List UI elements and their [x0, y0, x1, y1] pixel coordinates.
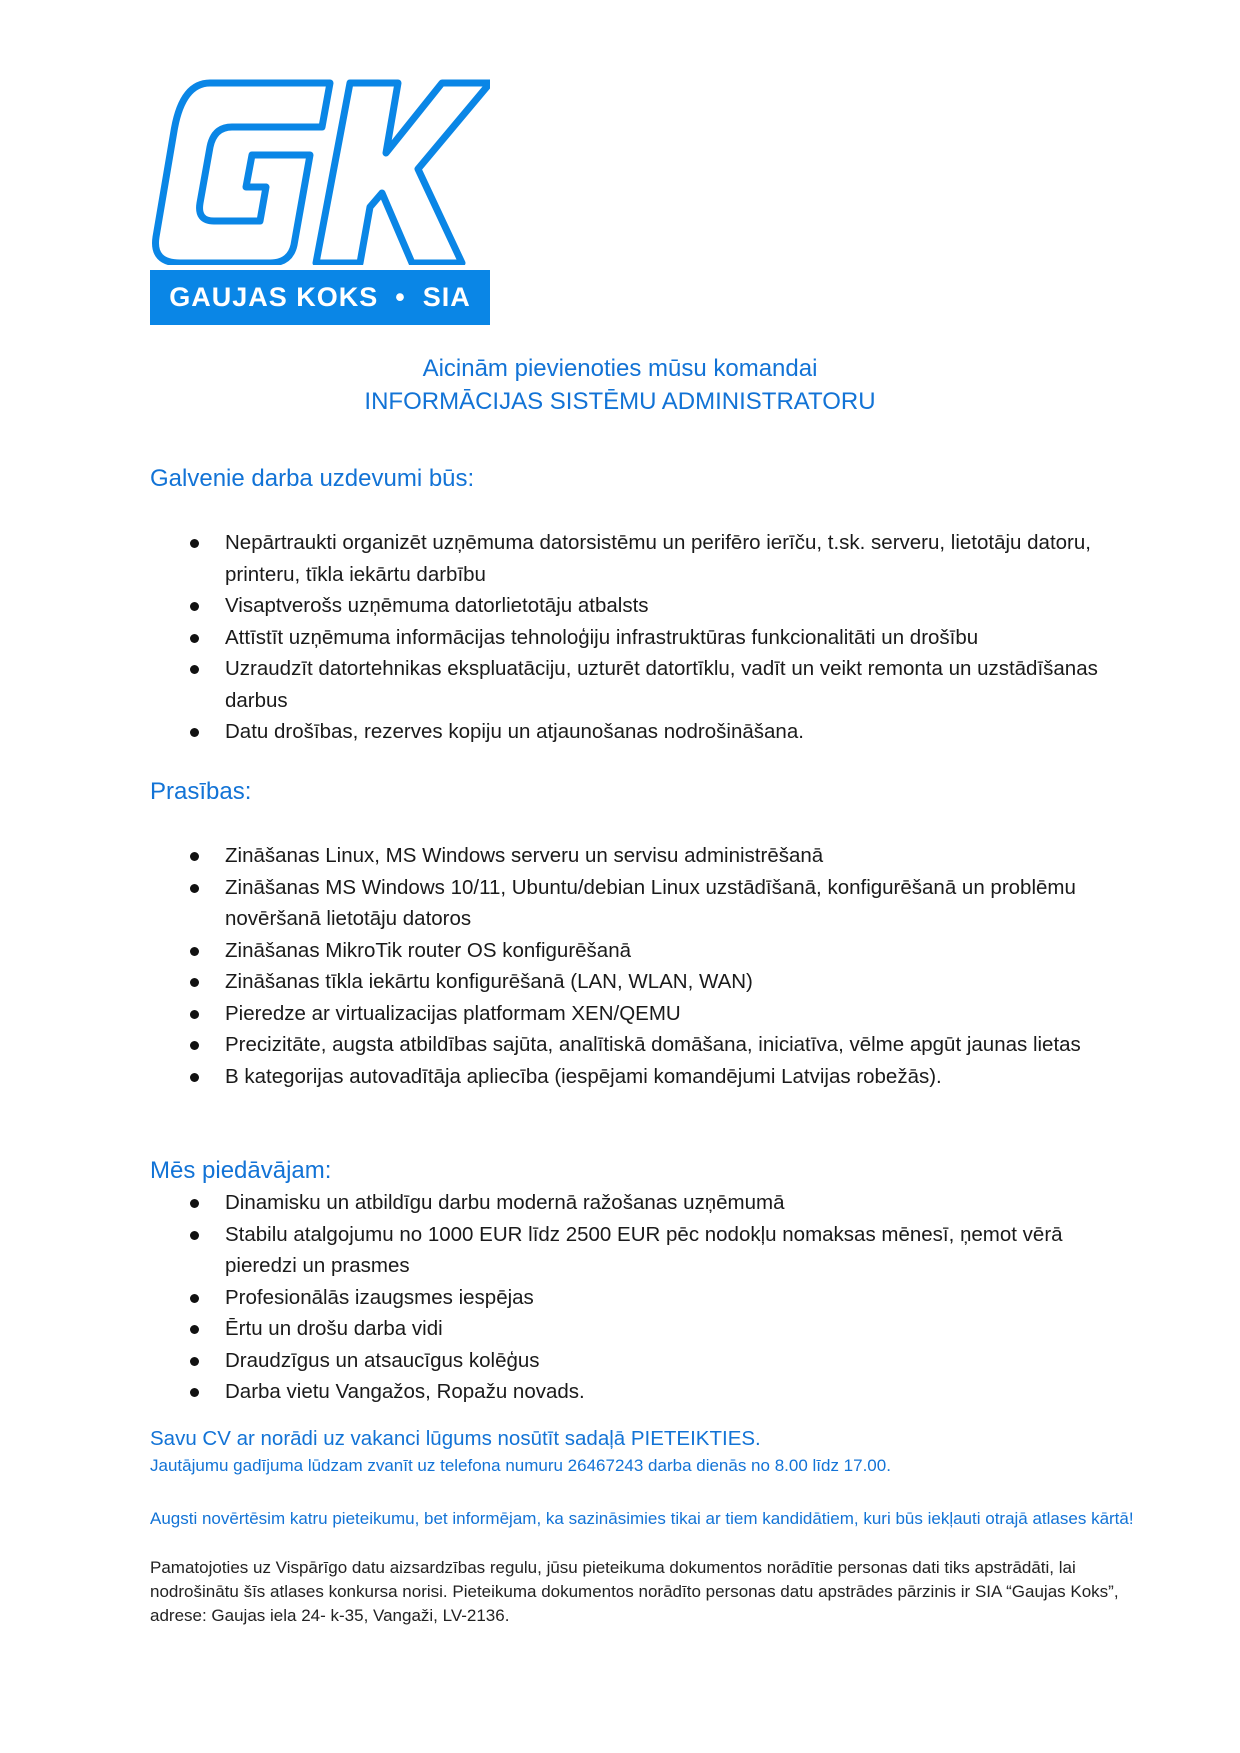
- list-item: Zināšanas MS Windows 10/11, Ubuntu/debian Linux uzstādīšanā, konfigurēšanā un problēmu novēršanā lietotāju datoros: [150, 872, 1140, 935]
- selection-notice: Augsti novērtēsim katru pieteikumu, bet informējam, ka sazināsimies tikai ar tiem kandidātiem, kuri būs iekļauti otrajā atlases kārtā!: [150, 1509, 1134, 1528]
- headline-invite: Aicinām pievienoties mūsu komandai: [422, 355, 818, 382]
- list-item: Stabilu atalgojumu no 1000 EUR līdz 2500 EUR pēc nodokļu nomaksas mēnesī, ņemot vērā pieredzi un prasmes: [150, 1219, 1140, 1282]
- bullet-icon: [190, 602, 199, 611]
- duties-list: [150, 527, 1140, 748]
- bullet-icon: [190, 1294, 199, 1303]
- list-item: Attīstīt uzņēmuma informācijas tehnoloģiju infrastruktūras funkcionalitāti un drošību: [150, 622, 1140, 654]
- bullet-icon: [190, 978, 199, 987]
- apply-call-to-action: Savu CV ar norādi uz vakanci lūgums nosūtīt sadaļā PIETEIKTIES.: [150, 1427, 761, 1450]
- list-item: Pieredze ar virtualizacijas platformam XEN/QEMU: [150, 998, 1140, 1030]
- list-item: Visaptverošs uzņēmuma datorlietotāju atbalsts: [150, 590, 1140, 622]
- offer-list: [150, 1187, 1140, 1408]
- bullet-icon: [190, 884, 199, 893]
- bullet-icon: [190, 947, 199, 956]
- gdpr-notice: Pamatojoties uz Vispārīgo datu aizsardzības regulu, jūsu pieteikuma dokumentos norādītie personas dati tiks apstrādāti, lai nodrošinātu šīs atlases konkursa norisi. Pieteikuma dokumentos norādīto personas datu apstrādes pārzinis ir SIA “Gaujas Koks”, adrese: Gaujas iela 24- k-35, Vangaži, LV-2136.: [150, 1558, 1119, 1625]
- bullet-icon: [190, 1325, 199, 1334]
- bullet-icon: [190, 1073, 199, 1082]
- headline-position: INFORMĀCIJAS SISTĒMU ADMINISTRATORU: [364, 388, 876, 415]
- bullet-icon: [190, 1199, 199, 1208]
- bullet-icon: [190, 728, 199, 737]
- bullet-icon: [190, 1388, 199, 1397]
- logo-company-band: GAUJAS KOKS • SIA: [150, 270, 490, 325]
- duties-title: Galvenie darba uzdevumi būs:: [150, 465, 475, 492]
- gk-monogram-logo: [150, 75, 490, 265]
- company-logo: [150, 75, 490, 325]
- list-item: Zināšanas tīkla iekārtu konfigurēšanā (LAN, WLAN, WAN): [150, 966, 1140, 998]
- bullet-icon: [190, 852, 199, 861]
- bullet-icon: [190, 539, 199, 548]
- list-item: Dinamisku un atbildīgu darbu modernā ražošanas uzņēmumā: [150, 1187, 1140, 1219]
- bullet-icon: [190, 1010, 199, 1019]
- vacancy-headline: [150, 352, 1090, 418]
- contact-phone-line: Jautājumu gadījuma lūdzam zvanīt uz telefona numuru 26467243 darba dienās no 8.00 līdz 17.00.: [150, 1456, 891, 1475]
- bullet-icon: [190, 1041, 199, 1050]
- list-item: Darba vietu Vangažos, Ropažu novads.: [150, 1376, 1140, 1408]
- offer-title: Mēs piedāvājam:: [150, 1157, 332, 1184]
- list-item: Zināšanas Linux, MS Windows serveru un servisu administrēšanā: [150, 840, 1140, 872]
- bullet-icon: [190, 1357, 199, 1366]
- list-item: Uzraudzīt datortehnikas ekspluatāciju, uzturēt datortīklu, vadīt un veikt remonta un uzstādīšanas darbus: [150, 653, 1140, 716]
- list-item: Nepārtraukti organizēt uzņēmuma datorsistēmu un perifēro ierīču, t.sk. serveru, lietotāju datoru, printeru, tīkla iekārtu darbību: [150, 527, 1140, 590]
- list-item: B kategorijas autovadītāja apliecība (iespējami komandējumi Latvijas robežās).: [150, 1061, 1140, 1093]
- bullet-icon: [190, 665, 199, 674]
- bullet-icon: [190, 634, 199, 643]
- list-item: Datu drošības, rezerves kopiju un atjaunošanas nodrošināšana.: [150, 716, 1140, 748]
- requirements-list: [150, 840, 1140, 1092]
- list-item: Ērtu un drošu darba vidi: [150, 1313, 1140, 1345]
- requirements-title: Prasības:: [150, 778, 252, 805]
- list-item: Precizitāte, augsta atbildības sajūta, analītiskā domāšana, iniciatīva, vēlme apgūt jaunas lietas: [150, 1029, 1140, 1061]
- list-item: Zināšanas MikroTik router OS konfigurēšanā: [150, 935, 1140, 967]
- list-item: Draudzīgus un atsaucīgus kolēģus: [150, 1345, 1140, 1377]
- bullet-icon: [190, 1231, 199, 1240]
- list-item: Profesionālās izaugsmes iespējas: [150, 1282, 1140, 1314]
